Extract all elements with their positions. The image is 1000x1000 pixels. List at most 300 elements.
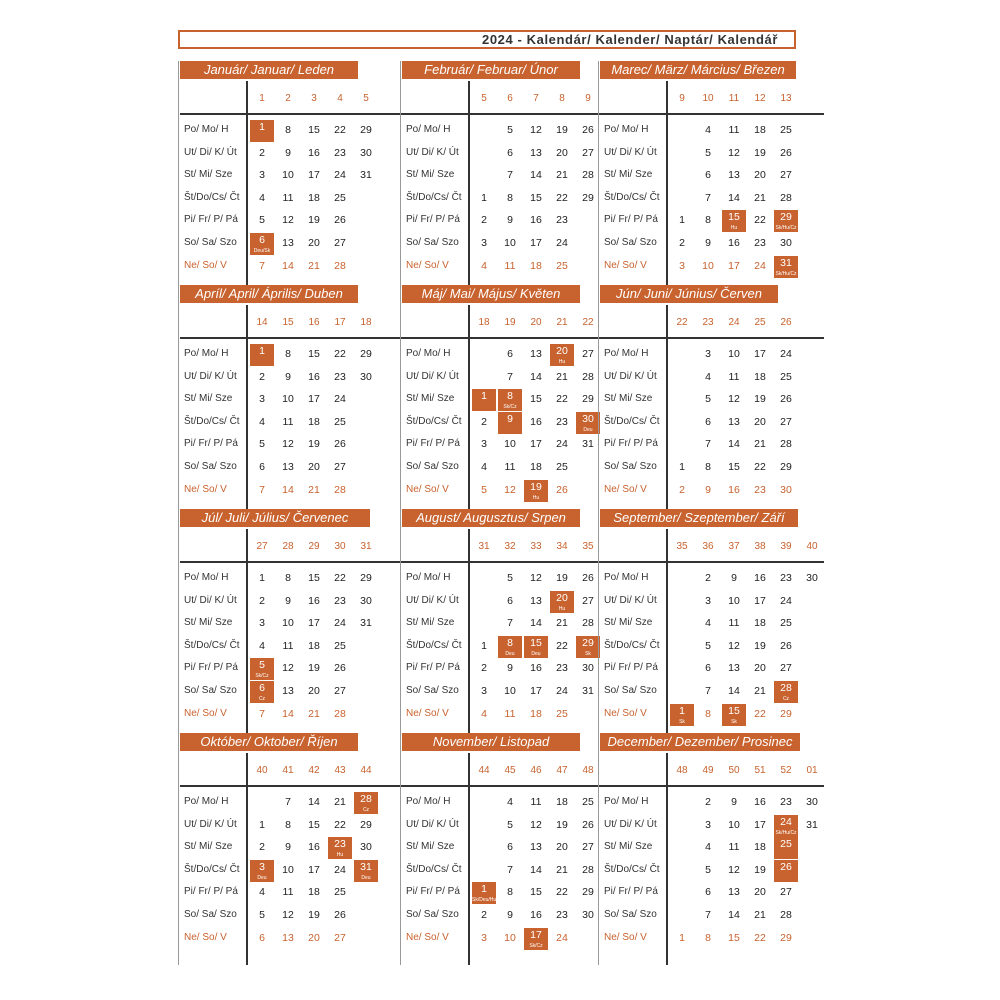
date-cell	[302, 188, 326, 210]
date-number: 31	[780, 256, 792, 269]
date-cell	[576, 568, 600, 590]
date-number: 1	[259, 345, 265, 357]
date-number: 5	[507, 572, 513, 584]
date-cell	[524, 860, 548, 882]
date-number: 1	[481, 883, 487, 896]
date-cell	[276, 434, 300, 456]
day-label: Ne/ So/ V	[604, 931, 647, 943]
day-label: Ut/ Di/ K/ Út	[184, 370, 237, 382]
holiday-date-cell	[250, 681, 274, 703]
week-number-divider	[600, 785, 824, 787]
date-number: 6	[507, 841, 513, 854]
date-cell	[774, 480, 798, 502]
date-cell	[550, 256, 574, 278]
date-cell	[328, 882, 352, 904]
date-number: 29	[360, 818, 372, 831]
date-cell	[748, 681, 772, 703]
date-cell	[250, 928, 274, 950]
date-cell	[498, 681, 522, 703]
date-number: 22	[754, 931, 766, 944]
day-label: Ut/ Di/ K/ Út	[604, 818, 657, 830]
day-label: So/ Sa/ Szo	[406, 237, 459, 248]
week-number: 2	[285, 93, 291, 104]
date-number: 20	[556, 345, 568, 357]
holiday-date-cell	[250, 344, 274, 366]
date-number: 28	[582, 169, 594, 182]
date-cell	[472, 233, 496, 255]
date-cell	[524, 389, 548, 411]
date-number: 26	[780, 393, 792, 406]
date-number: 27	[334, 237, 346, 249]
date-cell	[472, 457, 496, 479]
date-number: 23	[754, 237, 766, 249]
date-number: 28	[582, 617, 594, 630]
date-cell	[550, 815, 574, 837]
date-number: 3	[259, 393, 265, 406]
date-cell	[250, 367, 274, 389]
date-number: 27	[334, 461, 346, 473]
date-cell	[328, 143, 352, 165]
date-cell	[748, 412, 772, 434]
date-number: 9	[285, 841, 291, 854]
date-number: 18	[308, 639, 320, 652]
date-number: 19	[308, 662, 320, 675]
date-number: 18	[530, 259, 542, 272]
day-label: St/ Mi/ Sze	[604, 393, 653, 405]
date-number: 15	[728, 931, 740, 944]
date-number: 26	[334, 438, 346, 451]
date-number: 26	[582, 124, 594, 136]
date-cell	[328, 344, 352, 366]
date-cell	[576, 681, 600, 703]
week-number: 9	[679, 93, 685, 104]
date-cell	[722, 928, 746, 950]
date-number: 3	[259, 860, 265, 873]
day-label: Ne/ So/ V	[184, 707, 227, 719]
date-number: 22	[556, 639, 568, 652]
date-cell	[276, 389, 300, 411]
calendar-title-box	[178, 30, 796, 49]
date-number: 13	[282, 461, 294, 473]
date-cell	[328, 591, 352, 613]
date-cell	[524, 434, 548, 456]
day-label: Po/ Mo/ H	[604, 796, 649, 807]
date-number: 13	[530, 594, 542, 607]
date-number: 25	[556, 259, 568, 272]
date-cell	[498, 344, 522, 366]
date-cell	[328, 860, 352, 882]
holiday-country-note: Sk/Cz	[255, 673, 269, 680]
date-number: 27	[780, 886, 792, 899]
date-cell	[302, 591, 326, 613]
date-number: 6	[259, 931, 265, 944]
date-number: 13	[728, 415, 740, 428]
date-cell	[722, 165, 746, 187]
date-cell	[250, 591, 274, 613]
date-number: 15	[308, 124, 320, 136]
day-label: So/ Sa/ Szo	[184, 461, 237, 472]
date-cell	[748, 344, 772, 366]
date-number: 25	[556, 707, 568, 720]
date-number: 27	[582, 594, 594, 607]
date-number: 16	[530, 415, 542, 428]
holiday-country-note: Deu	[505, 650, 515, 657]
date-number: 11	[504, 461, 516, 473]
week-number: 31	[360, 541, 372, 552]
date-number: 27	[582, 348, 594, 360]
date-cell	[498, 704, 522, 726]
date-cell	[276, 143, 300, 165]
date-number: 12	[728, 393, 740, 406]
date-number: 10	[282, 617, 294, 630]
day-label: Ut/ Di/ K/ Út	[184, 594, 237, 606]
holiday-country-note: Cz	[362, 807, 370, 813]
week-number: 12	[754, 93, 766, 104]
date-cell	[524, 165, 548, 187]
day-label: Pi/ Fr/ P/ Pá	[406, 438, 460, 450]
day-label: St/ Mi/ Sze	[184, 841, 233, 853]
date-number: 16	[308, 370, 320, 383]
date-number: 18	[556, 796, 568, 808]
date-cell	[302, 815, 326, 837]
week-number: 34	[556, 541, 568, 552]
date-number: 16	[308, 594, 320, 607]
date-cell	[670, 210, 694, 232]
date-cell	[550, 704, 574, 726]
date-number: 21	[754, 909, 766, 921]
date-number: 8	[285, 818, 291, 831]
week-number: 13	[780, 93, 792, 104]
date-cell	[524, 143, 548, 165]
date-number: 13	[530, 348, 542, 360]
date-cell	[498, 434, 522, 456]
day-label: Ne/ So/ V	[604, 483, 647, 495]
holiday-date-cell	[524, 928, 548, 950]
date-number: 18	[754, 841, 766, 854]
week-number: 26	[780, 317, 792, 328]
date-number: 21	[754, 191, 766, 204]
date-cell	[328, 792, 352, 814]
date-cell	[524, 591, 548, 613]
date-number: 19	[308, 438, 320, 451]
week-number: 46	[530, 765, 542, 776]
holiday-date-cell	[472, 882, 496, 904]
date-cell	[276, 367, 300, 389]
date-cell	[498, 882, 522, 904]
date-cell	[696, 568, 720, 590]
date-cell	[276, 704, 300, 726]
month-block	[600, 61, 826, 293]
date-number: 11	[504, 707, 516, 720]
week-number: 18	[360, 317, 372, 328]
date-cell	[800, 792, 824, 814]
date-cell	[498, 233, 522, 255]
date-cell	[354, 344, 378, 366]
date-number: 19	[308, 214, 320, 227]
date-cell	[550, 480, 574, 502]
day-label: Ut/ Di/ K/ Út	[184, 146, 237, 158]
date-cell	[550, 658, 574, 680]
week-number: 10	[702, 93, 714, 104]
date-number: 14	[282, 259, 294, 272]
date-cell	[250, 568, 274, 590]
holiday-country-note: Deu	[583, 426, 593, 433]
date-number: 29	[582, 636, 594, 649]
date-cell	[550, 681, 574, 703]
month-header: Máj/ Mai/ Május/ Květen	[402, 285, 580, 303]
month-block	[402, 733, 628, 965]
date-number: 9	[507, 412, 513, 425]
holiday-date-cell	[250, 233, 274, 255]
day-label: So/ Sa/ Szo	[406, 909, 459, 920]
date-number: 20	[754, 415, 766, 428]
date-cell	[774, 143, 798, 165]
date-cell	[774, 165, 798, 187]
date-number: 27	[780, 415, 792, 428]
date-number: 23	[556, 662, 568, 675]
date-cell	[722, 905, 746, 927]
date-cell	[576, 815, 600, 837]
date-cell	[722, 815, 746, 837]
month-left-edge	[598, 733, 599, 965]
date-cell	[328, 165, 352, 187]
day-label: Št/Do/Cs/ Čt	[406, 415, 462, 427]
date-cell	[774, 792, 798, 814]
day-label: Ut/ Di/ K/ Út	[406, 818, 459, 830]
week-number: 9	[585, 93, 591, 104]
date-number: 3	[705, 594, 711, 607]
date-number: 8	[285, 572, 291, 584]
date-cell	[748, 389, 772, 411]
date-cell	[550, 412, 574, 434]
date-cell	[276, 412, 300, 434]
date-number: 18	[308, 886, 320, 899]
date-number: 11	[728, 841, 740, 854]
date-cell	[722, 613, 746, 635]
date-cell	[472, 256, 496, 278]
month-block	[180, 733, 406, 965]
date-cell	[550, 120, 574, 142]
date-number: 25	[582, 796, 594, 808]
date-cell	[696, 792, 720, 814]
date-cell	[696, 412, 720, 434]
week-number: 45	[504, 765, 516, 776]
date-number: 3	[481, 685, 487, 697]
date-cell	[276, 815, 300, 837]
day-label: St/ Mi/ Sze	[184, 617, 233, 629]
date-cell	[498, 905, 522, 927]
date-number: 27	[780, 662, 792, 675]
calendar-title: 2024 - Kalendár/ Kalender/ Naptár/ Kalendář	[481, 32, 778, 47]
date-number: 6	[259, 682, 265, 694]
date-cell	[276, 658, 300, 680]
week-number-divider	[600, 113, 824, 115]
date-cell	[550, 188, 574, 210]
week-number: 27	[256, 541, 268, 552]
date-number: 13	[728, 662, 740, 675]
date-number: 11	[282, 886, 294, 899]
date-cell	[722, 457, 746, 479]
day-label: St/ Mi/ Sze	[184, 169, 233, 181]
date-cell	[276, 457, 300, 479]
date-number: 20	[754, 169, 766, 182]
date-number: 13	[282, 237, 294, 249]
day-label: So/ Sa/ Szo	[184, 685, 237, 696]
month-left-edge	[178, 733, 179, 965]
month-left-edge	[598, 509, 599, 741]
day-label: St/ Mi/ Sze	[406, 617, 455, 629]
date-number: 9	[285, 146, 291, 159]
date-cell	[498, 792, 522, 814]
date-cell	[576, 613, 600, 635]
date-number: 6	[705, 415, 711, 428]
date-cell	[328, 120, 352, 142]
date-number: 17	[308, 617, 320, 630]
day-label: Ut/ Di/ K/ Út	[184, 818, 237, 830]
week-number: 5	[481, 93, 487, 104]
date-number: 8	[507, 636, 513, 649]
day-label: Ut/ Di/ K/ Út	[604, 594, 657, 606]
month-block	[600, 509, 826, 741]
week-number: 36	[702, 541, 714, 552]
day-label: Pi/ Fr/ P/ Pá	[604, 214, 658, 226]
month-block	[180, 61, 406, 293]
date-number: 11	[282, 639, 294, 652]
date-cell	[722, 434, 746, 456]
date-number: 9	[285, 594, 291, 607]
date-number: 10	[728, 818, 740, 831]
date-cell	[328, 188, 352, 210]
day-label: So/ Sa/ Szo	[406, 685, 459, 696]
date-number: 21	[754, 438, 766, 451]
week-number: 17	[334, 317, 346, 328]
date-cell	[250, 256, 274, 278]
date-number: 25	[780, 124, 792, 136]
date-number: 26	[334, 662, 346, 675]
date-cell	[800, 815, 824, 837]
date-cell	[524, 658, 548, 680]
date-number: 8	[705, 931, 711, 944]
date-number: 28	[334, 259, 346, 272]
date-number: 5	[705, 146, 711, 159]
date-number: 9	[285, 370, 291, 383]
day-label: Po/ Mo/ H	[184, 124, 229, 135]
date-number: 6	[705, 886, 711, 899]
date-cell	[328, 704, 352, 726]
date-number: 6	[507, 348, 513, 360]
date-number: 17	[308, 169, 320, 182]
date-number: 13	[530, 146, 542, 159]
holiday-date-cell	[250, 120, 274, 142]
date-number: 7	[259, 259, 265, 272]
date-number: 22	[556, 886, 568, 899]
date-cell	[276, 120, 300, 142]
date-cell	[302, 143, 326, 165]
date-cell	[328, 681, 352, 703]
date-cell	[696, 658, 720, 680]
date-number: 9	[507, 909, 513, 921]
date-number: 18	[754, 124, 766, 136]
date-cell	[354, 568, 378, 590]
date-cell	[302, 210, 326, 232]
day-label: Po/ Mo/ H	[604, 572, 649, 583]
day-label: St/ Mi/ Sze	[406, 841, 455, 853]
date-number: 15	[308, 818, 320, 831]
date-cell	[774, 704, 798, 726]
date-number: 29	[582, 393, 594, 406]
date-number: 24	[334, 169, 346, 182]
week-number: 8	[559, 93, 565, 104]
date-number: 4	[705, 617, 711, 630]
date-number: 11	[504, 259, 516, 272]
date-cell	[722, 367, 746, 389]
week-number: 31	[478, 541, 490, 552]
date-cell	[576, 389, 600, 411]
week-number-divider	[600, 337, 824, 339]
day-label: Po/ Mo/ H	[604, 348, 649, 359]
holiday-date-cell	[498, 636, 522, 658]
date-number: 3	[481, 438, 487, 451]
date-number: 12	[282, 662, 294, 675]
date-number: 23	[780, 796, 792, 808]
date-number: 29	[582, 886, 594, 899]
date-cell	[354, 613, 378, 635]
holiday-date-cell	[576, 412, 600, 434]
date-cell	[276, 928, 300, 950]
day-label: Po/ Mo/ H	[406, 796, 451, 807]
date-cell	[748, 165, 772, 187]
date-number: 3	[259, 617, 265, 630]
day-label: St/ Mi/ Sze	[184, 393, 233, 405]
date-number: 27	[334, 685, 346, 697]
month-block	[402, 509, 628, 741]
date-number: 4	[507, 796, 513, 808]
date-cell	[354, 837, 378, 859]
date-number: 5	[259, 438, 265, 451]
week-number: 29	[308, 541, 320, 552]
holiday-date-cell	[774, 837, 798, 859]
date-cell	[748, 636, 772, 658]
date-number: 4	[259, 191, 265, 204]
date-cell	[774, 658, 798, 680]
date-cell	[302, 681, 326, 703]
date-number: 11	[728, 617, 740, 630]
date-cell	[722, 143, 746, 165]
week-number: 37	[728, 541, 740, 552]
date-number: 24	[334, 393, 346, 406]
date-cell	[550, 233, 574, 255]
week-number: 23	[702, 317, 714, 328]
date-number: 9	[705, 237, 711, 249]
date-cell	[328, 210, 352, 232]
date-number: 15	[530, 393, 542, 406]
holiday-date-cell	[498, 412, 522, 434]
month-header: Február/ Februar/ Únor	[402, 61, 580, 79]
date-cell	[498, 210, 522, 232]
date-number: 14	[728, 909, 740, 921]
day-label: Pi/ Fr/ P/ Pá	[604, 886, 658, 898]
date-number: 29	[780, 211, 792, 224]
date-cell	[276, 233, 300, 255]
holiday-date-cell	[576, 636, 600, 658]
day-label: Št/Do/Cs/ Čt	[604, 863, 660, 875]
date-cell	[550, 882, 574, 904]
date-number: 7	[507, 617, 513, 630]
date-cell	[302, 434, 326, 456]
date-number: 13	[728, 886, 740, 899]
week-number-divider	[600, 561, 824, 563]
date-number: 27	[780, 169, 792, 182]
